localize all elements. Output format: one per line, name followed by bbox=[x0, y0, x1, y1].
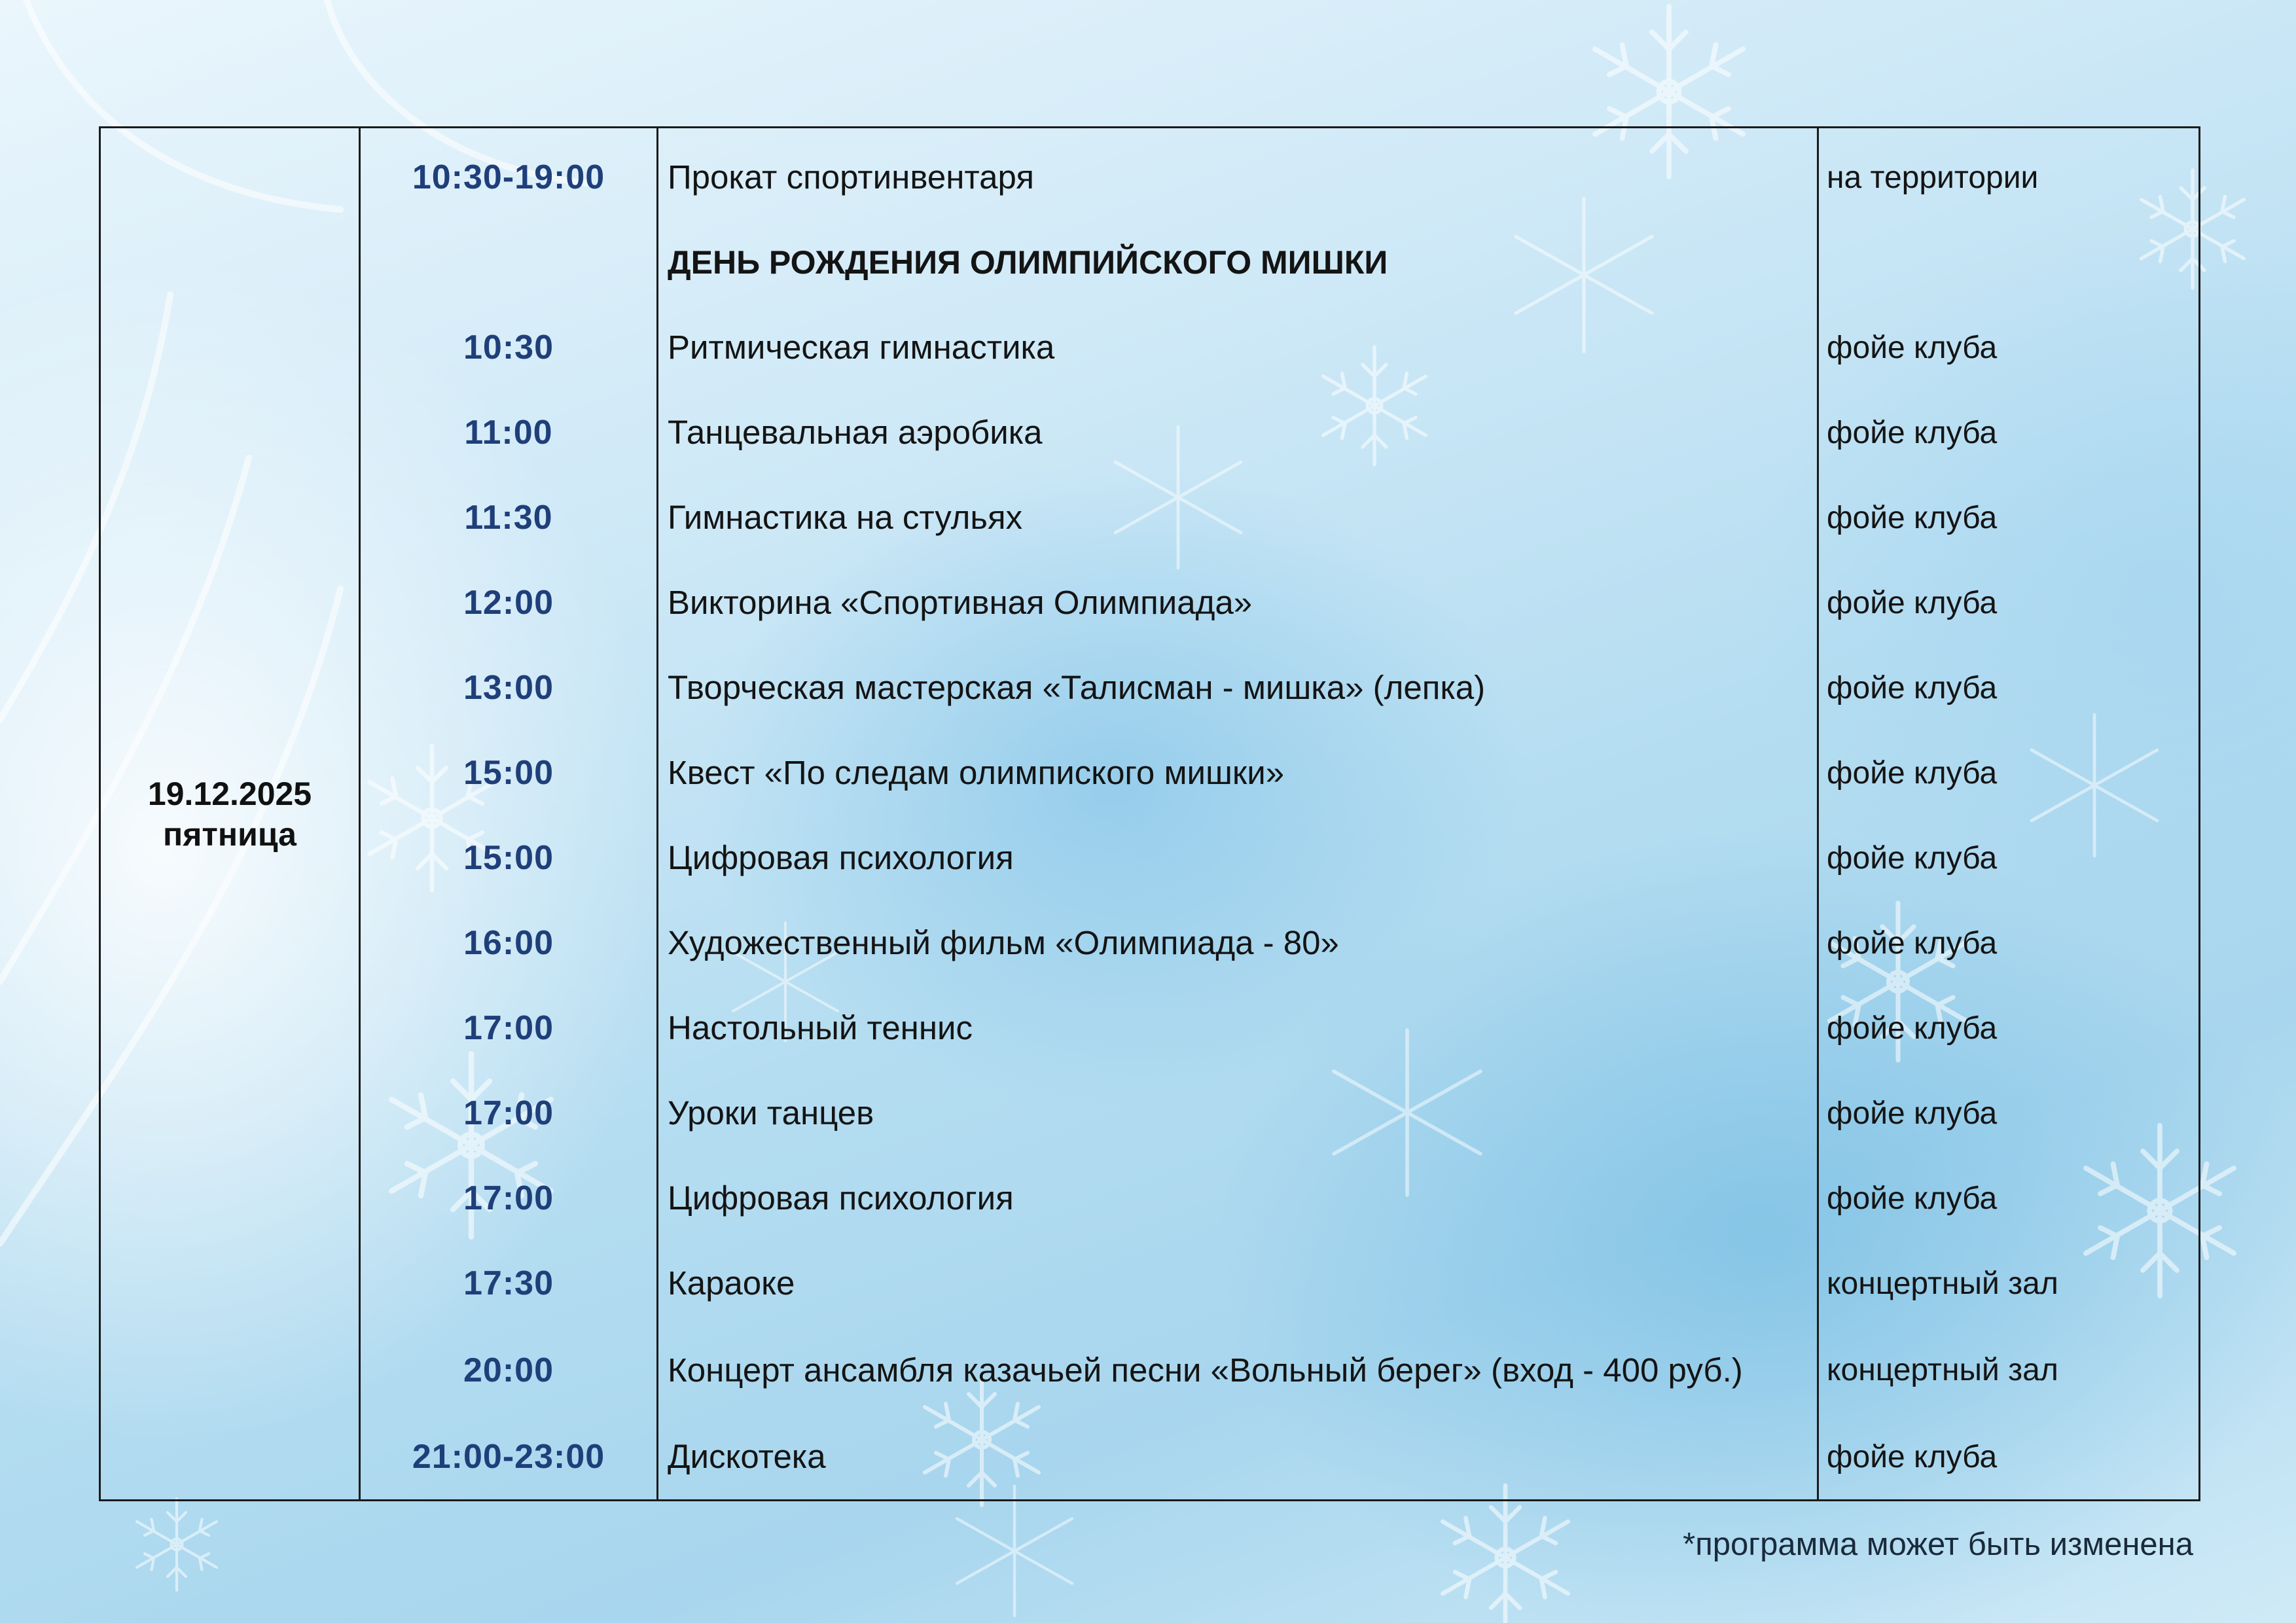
event-cell: Викторина «Спортивная Олимпиада» bbox=[668, 584, 1253, 621]
event-cell: Гимнастика на стульях bbox=[668, 499, 1023, 536]
date-cell bbox=[100, 128, 360, 1501]
time-cell: 17:30 bbox=[463, 1264, 554, 1302]
event-cell: Концерт ансамбля казачьей песни «Вольный берег» (вход - 400 руб.) bbox=[668, 1351, 1743, 1389]
place-cell: фойе клуба bbox=[1827, 500, 1998, 535]
place-cell: фойе клуба bbox=[1827, 670, 1998, 705]
time-cell: 15:00 bbox=[463, 839, 554, 877]
time-cell: 17:00 bbox=[463, 1009, 554, 1047]
event-cell: Уроки танцев bbox=[668, 1094, 874, 1132]
event-cell: Ритмическая гимнастика bbox=[668, 329, 1055, 366]
event-cell: Караоке bbox=[668, 1264, 795, 1302]
date: 19.12.2025 bbox=[147, 775, 312, 812]
place-cell: фойе клуба bbox=[1827, 330, 1998, 365]
event-cell: Цифровая психология bbox=[668, 1179, 1014, 1217]
time-cell: 21:00-23:00 bbox=[412, 1438, 605, 1476]
place-cell bbox=[1819, 220, 2198, 305]
time-cell: 17:00 bbox=[463, 1179, 554, 1217]
place-cell: концертный зал bbox=[1827, 1266, 2058, 1301]
event-cell: Прокат спортинвентаря bbox=[668, 158, 1034, 196]
place-cell: фойе клуба bbox=[1827, 1096, 1998, 1131]
place-cell: фойе клуба bbox=[1827, 415, 1998, 450]
event-cell: Цифровая психология bbox=[668, 839, 1014, 876]
section-header: ДЕНЬ РОЖДЕНИЯ ОЛИМПИЙСКОГО МИШКИ bbox=[668, 244, 1388, 281]
place-cell: фойе клуба bbox=[1827, 925, 1998, 961]
time-cell: 12:00 bbox=[463, 584, 554, 622]
time-cell: 20:00 bbox=[463, 1351, 554, 1389]
event-cell: Художественный фильм «Олимпиада - 80» bbox=[668, 924, 1339, 961]
time-cell: 17:00 bbox=[463, 1094, 554, 1132]
place-cell: фойе клуба bbox=[1827, 585, 1998, 620]
place-cell: фойе клуба bbox=[1827, 755, 1998, 791]
place-cell: на территории bbox=[1827, 160, 2039, 195]
event-cell: Настольный теннис bbox=[668, 1009, 973, 1046]
time-cell: 10:30 bbox=[463, 329, 554, 366]
event-cell: Дискотека bbox=[668, 1438, 826, 1475]
place-cell: фойе клуба bbox=[1827, 840, 1998, 876]
time-cell: 16:00 bbox=[463, 924, 554, 962]
time-cell: 13:00 bbox=[463, 669, 554, 707]
event-cell: Творческая мастерская «Талисман - мишка» (лепка) bbox=[668, 669, 1486, 706]
time-cell: 15:00 bbox=[463, 754, 554, 792]
time-cell: 10:30-19:00 bbox=[412, 158, 605, 196]
event-column bbox=[658, 128, 1818, 1501]
event-cell: Танцевальная аэробика bbox=[668, 414, 1043, 451]
place-cell: фойе клуба bbox=[1827, 1010, 1998, 1046]
place-cell: фойе клуба bbox=[1827, 1439, 1998, 1474]
weekday: пятница bbox=[163, 815, 296, 853]
time-cell bbox=[361, 220, 656, 305]
place-cell: концертный зал bbox=[1827, 1353, 2058, 1387]
time-cell: 11:00 bbox=[464, 414, 553, 452]
time-column bbox=[360, 128, 658, 1501]
footnote: *программа может быть изменена bbox=[1683, 1527, 2193, 1562]
schedule-table bbox=[99, 126, 2200, 1501]
event-cell: Квест «По следам олимпиского мишки» bbox=[668, 754, 1285, 791]
time-cell: 11:30 bbox=[464, 499, 553, 537]
place-cell: фойе клуба bbox=[1827, 1181, 1998, 1216]
place-column bbox=[1818, 128, 2200, 1501]
